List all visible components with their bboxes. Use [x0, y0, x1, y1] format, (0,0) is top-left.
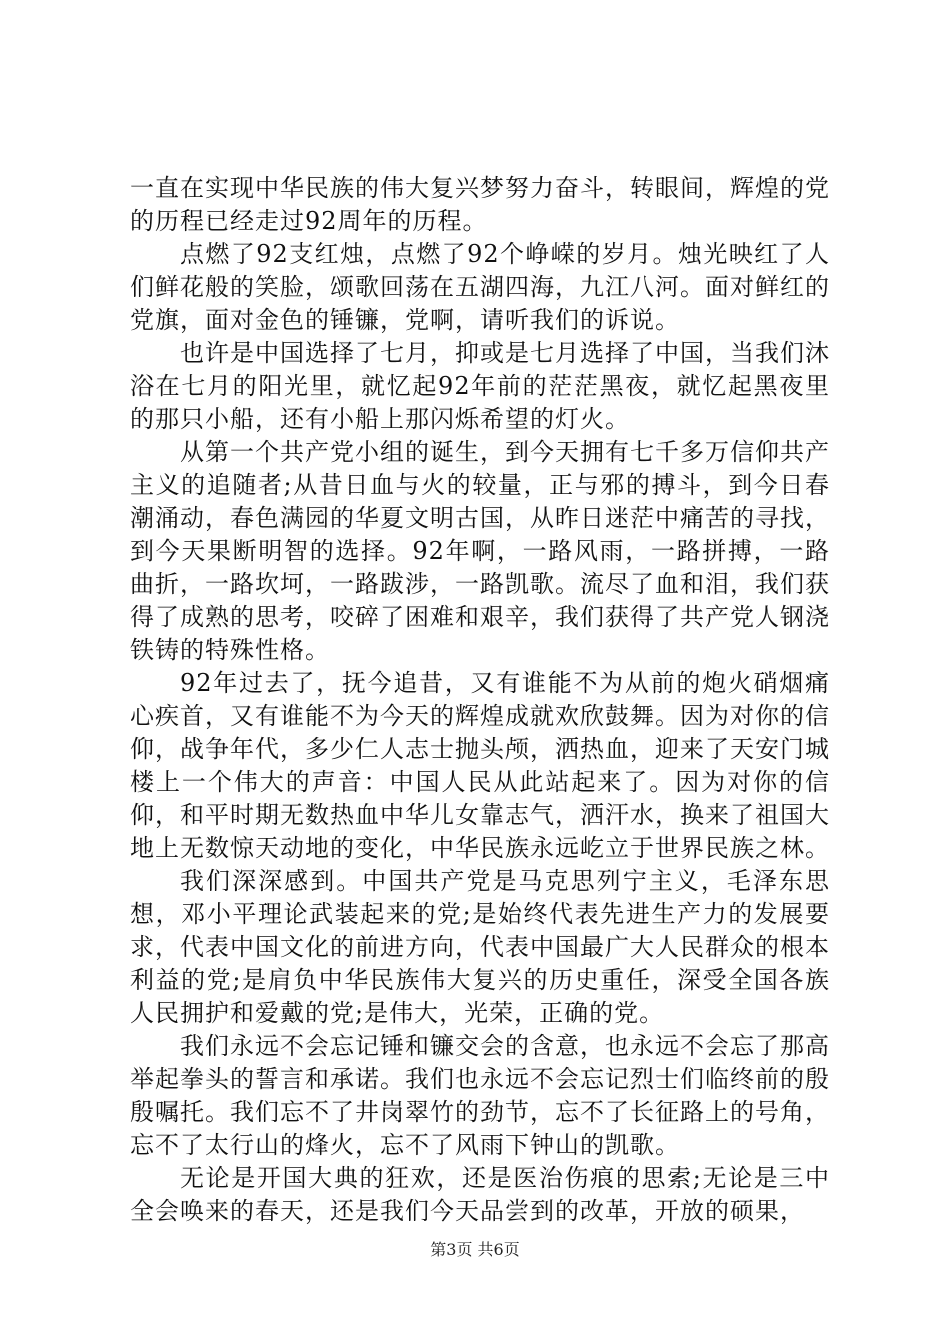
- paragraph-7: 我们永远不会忘记锤和镰交会的含意，也永远不会忘了那高举起拳头的誓言和承诺。我们也永远不会忘记烈士们临终前的殷殷嘱托。我们忘不了井岗翠竹的劲节，忘不了长征路上的号角，忘不了太行山的烽火，忘不了风雨下钟山的凯歌。: [130, 1032, 830, 1159]
- paragraph-6: 我们深深感到。中国共产党是马克思列宁主义，毛泽东思想，邓小平理论武装起来的党;是始终代表先进生产力的发展要求，代表中国文化的前进方向，代表中国最广大人民群众的根本利益的党;是肩负中华民族伟大复兴的历史重任，深受全国各族人民拥护和爱戴的党;是伟大，光荣，正确的党。: [130, 867, 830, 1027]
- paragraph-3: 也许是中国选择了七月，抑或是七月选择了中国，当我们沐浴在七月的阳光里，就忆起92年前的茫茫黑夜，就忆起黑夜里的那只小船，还有小船上那闪烁希望的灯火。: [130, 339, 830, 433]
- paragraph-8: 无论是开国大典的狂欢，还是医治伤痕的思索;无论是三中全会唤来的春天，还是我们今天品尝到的改革，开放的硕果，: [130, 1164, 830, 1225]
- paragraph-4: 从第一个共产党小组的诞生，到今天拥有七千多万信仰共产主义的追随者;从昔日血与火的较量，正与邪的搏斗，到今日春潮涌动，春色满园的华夏文明古国，从昨日迷茫中痛苦的寻找，到今天果断明智的选择。92年啊，一路风雨，一路拼搏，一路曲折，一路坎坷，一路跋涉，一路凯歌。流尽了血和泪，我们获得了成熟的思考，咬碎了困难和艰辛，我们获得了共产党人钢浇铁铸的特殊性格。: [130, 438, 830, 664]
- paragraph-1: 一直在实现中华民族的伟大复兴梦努力奋斗，转眼间，辉煌的党的历程已经走过92周年的历程。: [130, 174, 830, 235]
- body-text: [130, 172, 830, 1228]
- page-footer: 第3页 共6页: [430, 1240, 520, 1259]
- paragraph-5: 92年过去了，抚今追昔，又有谁能不为从前的炮火硝烟痛心疾首，又有谁能不为今天的辉煌成就欢欣鼓舞。因为对你的信仰，战争年代，多少仁人志士抛头颅，洒热血，迎来了天安门城楼上一个伟大的声音：中国人民从此站起来了。因为对你的信仰，和平时期无数热血中华儿女靠志气，洒汗水，换来了祖国大地上无数惊天动地的变化，中华民族永远屹立于世界民族之林。: [130, 669, 830, 862]
- paragraph-2: 点燃了92支红烛，点燃了92个峥嵘的岁月。烛光映红了人们鲜花般的笑脸，颂歌回荡在五湖四海，九江八河。面对鲜红的党旗，面对金色的锤镰，党啊，请听我们的诉说。: [130, 240, 830, 334]
